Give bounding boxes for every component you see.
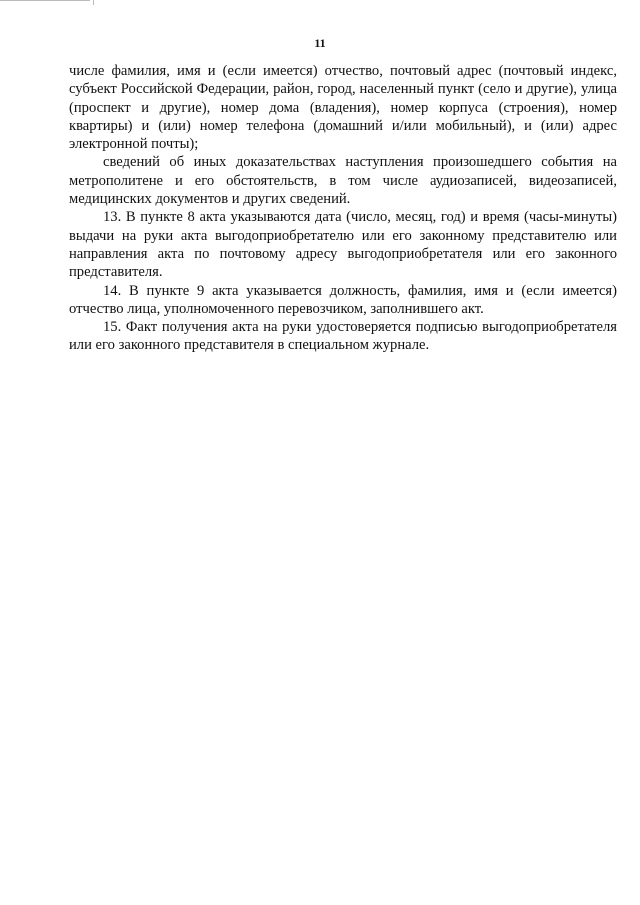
page-number: 11 xyxy=(314,36,326,50)
top-edge-tick xyxy=(93,0,94,5)
paragraph-other-evidence: сведений об иных доказательствах наступления произошедшего события на метрополитене и его обстоятельств, в том числе аудиозаписей, видеозаписей, медицинских документов и других сведений. xyxy=(69,154,617,208)
paragraph-item-15: 15. Факт получения акта на руки удостоверяется подписью выгодоприобретателя или его законного представителя в специальном журнале. xyxy=(69,319,617,354)
paragraph-item-13: 13. В пункте 8 акта указываются дата (число, месяц, год) и время (часы-минуты) выдачи на руки акта выгодоприобретателю или его законному представителю или направления акта по почтовому адресу выгодоприобретателя или его законного представителя. xyxy=(69,209,617,281)
top-edge-rule xyxy=(0,0,90,1)
paragraph-contact-details: числе фамилия, имя и (если имеется) отчество, почтовый адрес (почтовый индекс, субъект Российской Федерации, район, город, населенный пункт (село и другие), улица (проспект и другие), номер дома (владения), номер корпуса (строения), номер квартиры) и (или) номер телефона (домашний и/или мобильный), и (или) адрес электронной почты); xyxy=(69,63,617,153)
paragraph-item-14: 14. В пункте 9 акта указывается должность, фамилия, имя и (если имеется) отчество лица, уполномоченного перевозчиком, заполнившего акт. xyxy=(69,282,617,317)
document-body xyxy=(69,62,617,355)
